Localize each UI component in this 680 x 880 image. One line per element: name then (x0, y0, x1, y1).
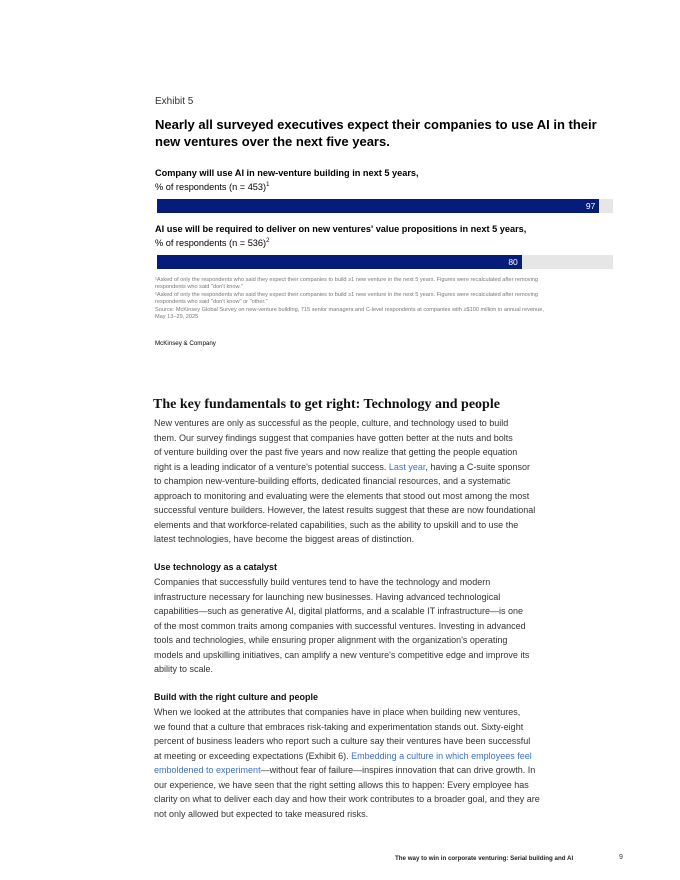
bar-2-fill (157, 255, 522, 269)
paragraph-line: Companies that successfully build ventures tend to have the technology and modern (154, 577, 491, 587)
bar-1-label (155, 167, 613, 193)
exhibit-label: Exhibit 5 (155, 96, 194, 107)
inline-link[interactable]: emboldened to experiment (154, 765, 261, 775)
bar-1-track (157, 199, 613, 213)
paragraph-line: ability to scale. (154, 664, 214, 674)
footnote-line: Source: McKinsey Global Survey on new-venture building, 715 senior managers and C-level respondents at companies with ≥$100 million in annual revenue, (155, 306, 544, 313)
bar-chart-1 (155, 167, 613, 213)
footnote-line: ¹Asked of only the respondents who said they expect their companies to build ≥1 new venture in the next 5 years. Figures were recalculated after removing (155, 277, 539, 283)
culture-heading: Build with the right culture and people (154, 692, 318, 702)
footnote-line: respondents who said "don't know" or "other." (155, 299, 268, 306)
bar-1-fill (157, 199, 599, 213)
bar-2-footnote-ref: 2 (266, 238, 270, 244)
paragraph-line: successful venture builders. However, the latest results suggest that these are now foundational (154, 505, 536, 515)
tech-paragraph (154, 575, 584, 677)
bar-1-label-main: Company will use AI in new-venture building in next 5 years, (155, 168, 419, 178)
footnote-line: respondents who said "don't know." (155, 284, 243, 291)
tech-heading: Use technology as a catalyst (154, 562, 278, 572)
intro-paragraph (154, 416, 584, 547)
paragraph-line: capabilities—such as generative AI, digital platforms, and a scalable IT infrastructure—is one (154, 606, 524, 616)
bar-1-value: 97 (585, 201, 596, 212)
paragraph-line: New ventures are only as successful as the people, culture, and technology used to build (154, 418, 509, 428)
paragraph-line: approach to monitoring and evaluating were the elements that stood out most among the most (154, 490, 530, 501)
bar-2-value: 80 (508, 257, 518, 268)
paragraph-line: right is a leading indicator of a venture's potential success. Last year, having a C-suite sponsor (154, 461, 530, 472)
chart-footnotes (155, 277, 613, 321)
footnote-line: May 13–29, 2025 (155, 314, 199, 321)
paragraph-line: latest technologies, have become the biggest areas of distinction. (154, 534, 415, 544)
paragraph-line: elements and that workforce-related capabilities, such as the ability to upskill and to use the (154, 519, 519, 530)
paragraph-line: models and upskilling initiatives, can amplify a new venture's competitive edge and improve its (154, 649, 530, 660)
paragraph-line: clarity on what to deliver each day and how their work contributes to a broader goal, and they are (154, 794, 540, 804)
paragraph-line: to champion new-venture-building efforts, dedicated financial resources, and a systematic (154, 476, 511, 486)
section-title: The key fundamentals to get right: Technology and people (153, 397, 500, 412)
bar-2-label-sub: % of respondents (n = 536) (155, 238, 267, 249)
paragraph-line: not only allowed but expected to take measured risks. (154, 808, 369, 819)
paragraph-line: of the most common traits among companies with successful ventures. Investing in advanced (154, 620, 526, 631)
paragraph-line: at meeting or exceeding expectations (Exhibit 6). Embedding a culture in which employees feel (154, 750, 532, 761)
bar-2-label (155, 223, 613, 249)
bar-1-footnote-ref: 1 (266, 182, 270, 188)
paragraph-line: of venture building over the past five years and now realize that getting the people equation (154, 447, 518, 457)
paragraph-line: percent of business leaders who report such a culture say their ventures have been successful (154, 736, 531, 746)
footnote-line: ²Asked of only the respondents who said they expect their companies to build ≥1 new venture in the next 5 years. Figures were recalculated after removing (155, 291, 539, 298)
brand-name: McKinsey & Company (155, 340, 216, 347)
culture-paragraph (154, 705, 584, 821)
bar-2-label-main: AI use will be required to deliver on new ventures' value propositions in next 5 years, (155, 224, 527, 234)
bar-chart-2 (155, 223, 613, 269)
paragraph-line: our experience, we have seen that the right setting allows this to happen: Every employee has (154, 779, 529, 790)
inline-link[interactable]: Last year (388, 461, 426, 472)
paragraph-line: When we looked at the attributes that companies have in place when building new ventures, (154, 707, 521, 717)
page-number: 9 (619, 854, 623, 861)
exhibit-title: Nearly all surveyed executives expect their companies to use AI in their new ventures over the next five years. (155, 117, 597, 149)
paragraph-line: infrastructure necessary for launching new businesses. Having advanced technological (154, 591, 501, 602)
bar-2-track (157, 255, 613, 269)
bar-1-label-sub: % of respondents (n = 453) (155, 182, 267, 193)
paragraph-line: them. Our survey findings suggest that companies have gotten better at the nuts and bolts (154, 432, 513, 443)
footer-title: The way to win in corporate venturing: Serial building and AI (395, 855, 574, 862)
paragraph-line: we found that a culture that embraces risk-taking and experimentation stands out. Sixty-eight (154, 721, 524, 732)
inline-link[interactable]: Embedding a culture in which employees feel (351, 750, 532, 761)
paragraph-line: tools and technologies, while ensuring proper alignment with the organization's operating (154, 635, 508, 645)
paragraph-line: emboldened to experiment—without fear of failure—inspires innovation that can drive growth. In (154, 765, 536, 775)
